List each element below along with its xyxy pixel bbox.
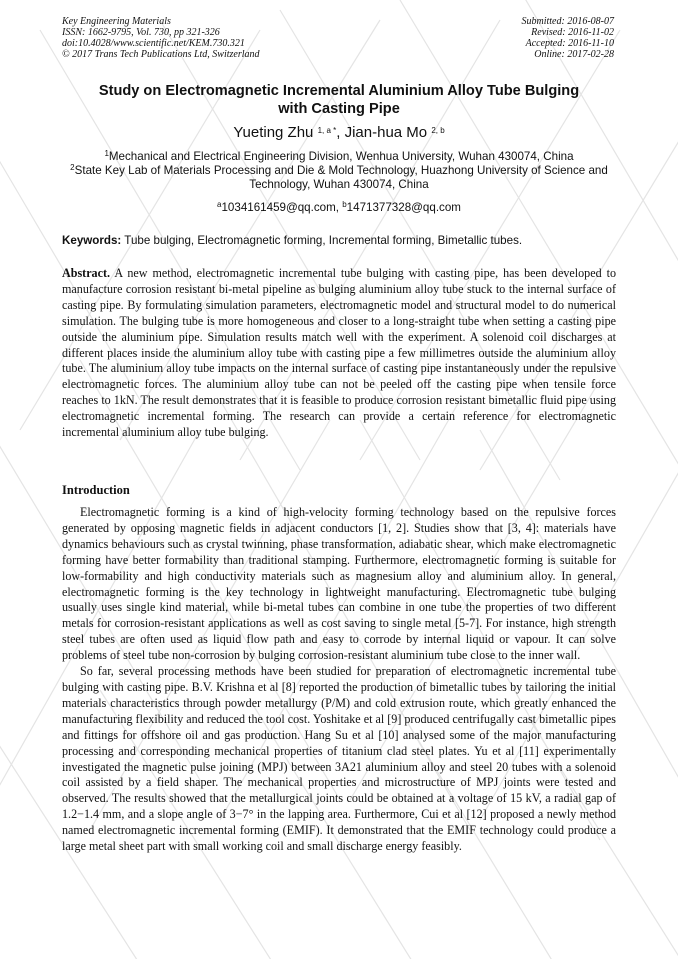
keywords-text: Tube bulging, Electromagnetic forming, Incremental forming, Bimetallic tubes. (121, 234, 523, 247)
author-list (62, 124, 616, 142)
author-1: Yueting Zhu (233, 124, 314, 141)
email-a[interactable]: 1034161459@qq.com (221, 201, 336, 214)
doi-line[interactable]: doi:10.4028/www.scientific.net/KEM.730.321 (62, 38, 245, 49)
abstract-text: A new method, electromagnetic incremental tube bulging with casting pipe, has been developed to manufacture corrosion resistant bi-metal pipeline as bulging aluminium alloy tube stuck to the internal surface of casting pipe. By formulating simulation parameters, electromagnetic model and structural model to do numerical simulation. The bulging tube is more homogeneous and closer to a long-straight tube when setting a casting pipe outside the aluminium pipe. Simulation results match well with the experiment. A solenoid coil discharges at different places inside the aluminium alloy tube with casting pipe a few millimetres outside the aluminium alloy tube. The aluminium alloy tube impacts on the internal surface of casting pipe instantaneously under the repulsive electromagnetic forces. The aluminium alloy tube can not be peeled off the casting pipe when tensile force reaches to 1kN. The result demonstrates that it is feasible to produce corrosion resistant bimetallic fluid pipe using electromagnetic incremental forming. The research can provide a certain reference for electromagnetic incremental aluminium alloy tube bulging. (62, 266, 616, 440)
online-date: Online: 2017-02-28 (534, 49, 614, 60)
title-line-1: Study on Electromagnetic Incremental Aluminium Alloy Tube Bulging (98, 83, 580, 99)
keywords-line (62, 234, 616, 248)
author-separator: , (336, 124, 345, 141)
email-b[interactable]: 1471377328@qq.com (346, 201, 461, 214)
journal-name: Key Engineering Materials (62, 16, 171, 27)
abstract-label: Abstract. (62, 266, 111, 280)
intro-paragraph-1: Electromagnetic forming is a kind of high-velocity forming technology based on the repulsive forces generated by opposing magnetic fields in adjacent conductors [1, 2]. Studies show that [3, 4]: materials have dynamics behaviours such as crystal twinning, phase transformation, adiabatic shear, which make electromagnetic forming have better formability than traditional stamping. Furthermore, electromagnetic forming is suitable for low-formability and high conductivity materials such as magnesium alloy and aluminium alloy. In general, electromagnetic forming is the key technology in lightweight manufacturing. Electromagnetic tube bulging usually uses single kind material, while bi-metal tubes can combine in one tube the properties of two different metals for corrosion-resistant applications as well as cost saving to single metal [5-7]. For instance, high strength steel tubes are often used as liquid flow path and easy to corrode by internal liquid or vapour. It can solve problems of steel tube non-corrosion by bulging corrosion-resistant aluminium tube close to the inner wall. (62, 505, 616, 663)
journal-header-right (522, 16, 615, 60)
issn-line: ISSN: 1662-9795, Vol. 730, pp 321-326 (62, 27, 220, 38)
author-2: Jian-hua Mo (344, 124, 428, 141)
introduction-body (62, 505, 616, 855)
journal-header-left (62, 16, 260, 60)
affiliations (62, 150, 616, 192)
paper-title (62, 82, 616, 118)
accepted-date: Accepted: 2016-11-10 (525, 38, 614, 49)
intro-paragraph-2: So far, several processing methods have been studied for preparation of electromagnetic incremental tube bulging with casting pipe. B.V. Krishna et al [8] reported the production of bimetallic tubes by tailoring the initial materials characteristics through powder metallurgy (P/M) and cold extrusion route, which greatly enhanced the manufacturing flexibility and reduced the tool cost. Yoshitake et al [9] produced centrifugally cast bimetallic pipes and fittings for offshore oil and gas production. Hang Su et al [10] analysed some of the major manufacturing processing and corresponding mechanical properties of titanium clad steel plates. Yu et al [11] experimentally investigated the magnetic pulse joining (MPJ) between 3A21 aluminium alloy and steel 20 tubes with a solenoid coil assisted by a field shaper. The mechanical properties and microstructure of MPJ joints were tested and observed. The results showed that the metallurgical joints could be obtained at a voltage of 15 kV, a radial gap of 1.2−1.4 mm, and a slope angle of 3−7° in the lapping area. Furthermore, Cui et al [12] proposed a newly method named electromagnetic incremental forming (EMIF). It demonstrated that the EMIF technology could produce a large metal sheet part with small working coil and small discharge energy feasibly. (62, 664, 616, 854)
revised-date: Revised: 2016-11-02 (531, 27, 614, 38)
submitted-date: Submitted: 2016-08-07 (521, 16, 614, 27)
author-2-affil-mark: 2, b (431, 126, 445, 135)
keywords-label: Keywords: (62, 234, 122, 247)
title-line-2: with Casting Pipe (278, 101, 400, 117)
affiliation-2: $^2$State Key Lab of Materials Processing and Die & Mold Technology, Huazhong University of Science and Technology, Wuhan 430074, China (70, 163, 608, 191)
abstract (62, 266, 616, 441)
affiliation-1: $^1$Mechanical and Electrical Engineering Division, Wenhua University, Wuhan 430074, China (104, 149, 574, 163)
author-1-affil-mark: 1, a * (317, 126, 337, 135)
section-heading-introduction: Introduction (62, 483, 130, 497)
copyright-line: © 2017 Trans Tech Publications Ltd, Switzerland (62, 49, 260, 60)
author-emails: $^a$1034161459@qq.com, $^b$1471377328@qq.com (217, 200, 461, 214)
